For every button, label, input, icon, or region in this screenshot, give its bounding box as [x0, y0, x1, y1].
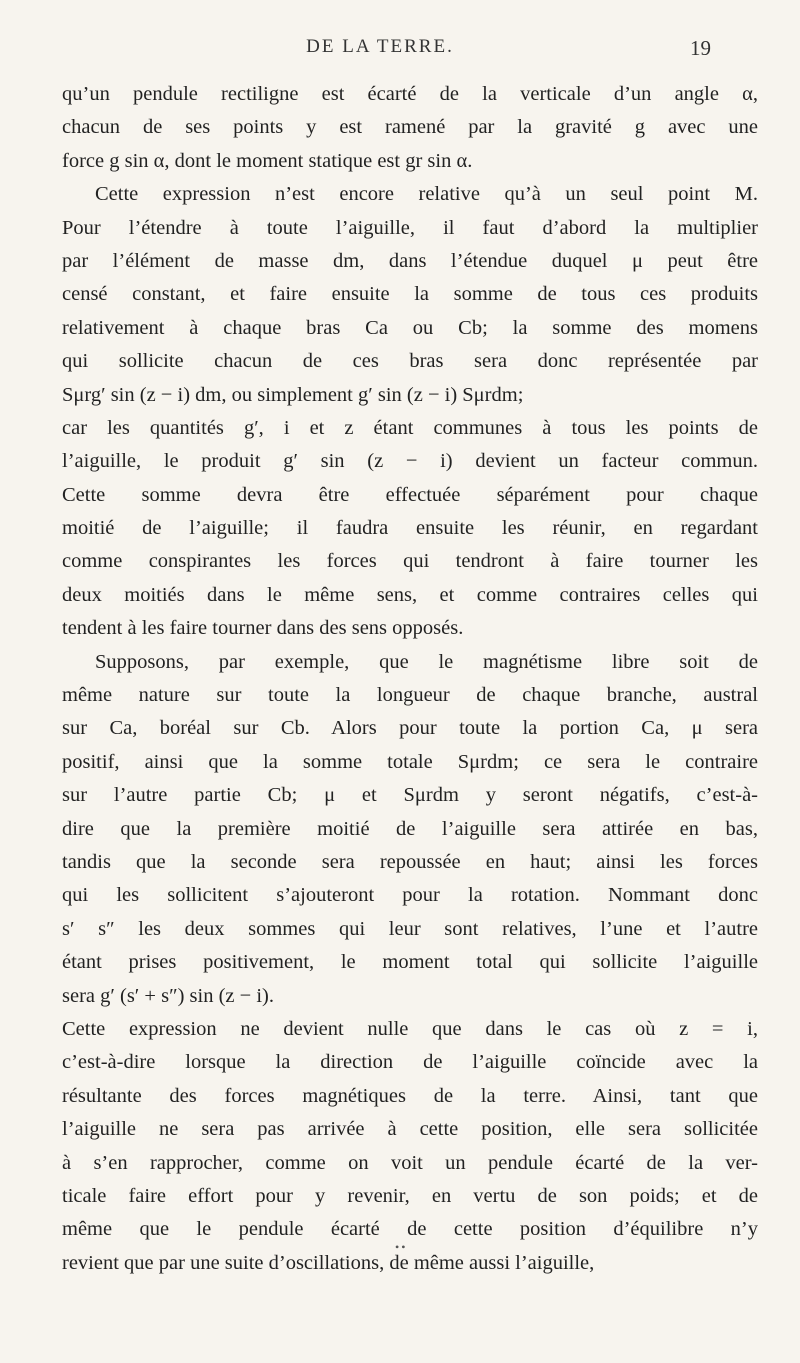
text-line: même que le pendule écarté de cette position d’équilibre n’y — [62, 1218, 758, 1241]
text-line: qui les sollicitent s’ajouteront pour la rotation. Nommant donc — [62, 884, 758, 907]
text-line: s′ s″ les deux sommes qui leur sont relatives, l’une et l’autre — [62, 917, 758, 940]
text-line: Cette expression n’est encore relative qu’à un seul point M. — [95, 183, 758, 206]
text-line: ticale faire effort pour y revenir, en vertu de son poids; et de — [62, 1184, 758, 1207]
text-line: positif, ainsi que la somme totale Sμrdm; ce sera le contraire — [62, 750, 758, 773]
page-header — [0, 36, 800, 76]
text-line: chacun de ses points y est ramené par la gravité g avec une — [62, 116, 758, 139]
body-text — [62, 78, 758, 1280]
text-line: force g sin α, dont le moment statique est gr sin α. — [62, 149, 473, 172]
text-line: relativement à chaque bras Ca ou Cb; la somme des momens — [62, 316, 758, 339]
formula-line: sera g′ (s′ + s″) sin (z − i). — [62, 984, 274, 1007]
text-line: sur l’autre partie Cb; μ et Sμrdm y seront négatifs, c’est-à- — [62, 784, 758, 807]
text-line: Cette somme devra être effectuée séparément pour chaque — [62, 483, 758, 506]
text-line: car les quantités g′, i et z étant communes à tous les points de — [62, 416, 758, 439]
page-number: 19 — [690, 36, 711, 60]
text-line: tandis que la seconde sera repoussée en haut; ainsi les forces — [62, 850, 758, 873]
text-line: comme conspirantes les forces qui tendront à faire tourner les — [62, 550, 758, 573]
text-line: étant prises positivement, le moment total qui sollicite l’aiguille — [62, 951, 758, 974]
text-line: Pour l’étendre à toute l’aiguille, il faut d’abord la multiplier — [62, 216, 758, 239]
text-line: résultante des forces magnétiques de la terre. Ainsi, tant que — [62, 1084, 758, 1107]
text-line: moitié de l’aiguille; il faudra ensuite les réunir, en regardant — [62, 517, 758, 540]
text-line: qui sollicite chacun de ces bras sera donc représentée par — [62, 350, 758, 373]
text-line: par l’élément de masse dm, dans l’étendue duquel μ peut être — [62, 249, 758, 272]
text-line: qu’un pendule rectiligne est écarté de la verticale d’un angle α, — [62, 83, 758, 105]
text-line: même nature sur toute la longueur de chaque branche, austral — [62, 684, 758, 707]
text-line: deux moitiés dans le même sens, et comme contraires celles qui — [62, 583, 758, 606]
text-line: censé constant, et faire ensuite la somme de tous ces produits — [62, 283, 758, 306]
text-line: sur Ca, boréal sur Cb. Alors pour toute la portion Ca, μ sera — [62, 717, 758, 740]
signature-mark: •• — [395, 1240, 408, 1254]
text-line: revient que par une suite d’oscillations, de même aussi l’aiguille, — [62, 1251, 595, 1274]
text-line: à s’en rapprocher, comme on voit un pendule écarté de la ver- — [62, 1151, 758, 1174]
text-line: tendent à les faire tourner dans des sens opposés. — [62, 617, 464, 640]
text-line: Supposons, par exemple, que le magnétisme libre soit de — [95, 650, 758, 673]
text-line: l’aiguille ne sera pas arrivée à cette position, elle sera sollicitée — [62, 1118, 758, 1141]
text-line: l’aiguille, le produit g′ sin (z − i) devient un facteur commun. — [62, 450, 758, 473]
text-line: Cette expression ne devient nulle que dans le cas où z = i, — [62, 1017, 758, 1040]
running-head: DE LA TERRE. — [306, 36, 454, 57]
formula-line: Sμrg′ sin (z − i) dm, ou simplement g′ sin (z − i) Sμrdm; — [62, 383, 524, 406]
text-line: dire que la première moitié de l’aiguille sera attirée en bas, — [62, 817, 758, 840]
text-line: c’est-à-dire lorsque la direction de l’aiguille coïncide avec la — [62, 1051, 758, 1074]
